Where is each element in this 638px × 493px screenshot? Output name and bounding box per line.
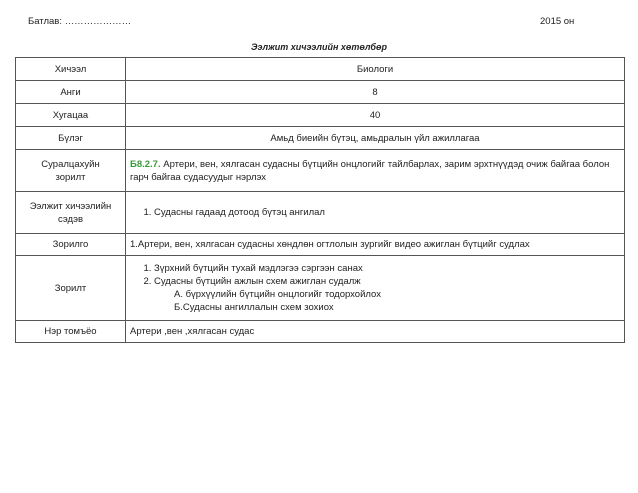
objectives-label: Зорилт [16, 256, 126, 321]
lesson-plan-table [15, 57, 625, 343]
outcome-label-line2: зорилт [55, 171, 86, 183]
topic-value [126, 192, 625, 234]
terms-label: Нэр томъёо [16, 321, 126, 343]
outcome-label-line1: Суралцахуйн [41, 158, 100, 170]
outcome-text: Артери, вен, хялгасан судасны бүтцийн онцлогийг тайлбарлах, зарим эрхтнүүдэд очиж байгаа болон гарч байгаа судасуудыг нэрлэх [130, 158, 610, 183]
terms-value: Артери ,вен ,хялгасан судас [126, 321, 625, 343]
table-row-grade [16, 81, 625, 104]
topic-label-line2: сэдэв [57, 213, 84, 225]
outcome-label [16, 150, 126, 192]
duration-value: 40 [126, 104, 625, 127]
document-title: Ээлжит хичээлийн хөтөлбөр [251, 42, 387, 52]
approval-line: Батлав: ………………… [28, 16, 132, 27]
topic-label [16, 192, 126, 234]
outcome-value [126, 150, 625, 192]
grade-value: 8 [126, 81, 625, 104]
table-row-duration [16, 104, 625, 127]
objective-item-1: 1. Зүрхний бүтцийн тухай мэдлэгээ сэргээн санах [154, 262, 620, 275]
objective-sub-b: Б.Судасны ангиллалын схем зохиох [174, 302, 334, 313]
topic-item: 1. Судасны гадаад дотоод бүтэц ангилал [154, 206, 620, 219]
objective-sub-a: А. бүрхүүлийн бүтцийн онцлогийг тодорхойлох [174, 289, 381, 300]
table-row-terms [16, 321, 625, 343]
objectives-list [130, 262, 620, 288]
table-row-topic [16, 192, 625, 234]
year-label: 2015 он [540, 16, 575, 27]
goal-value: 1.Артери, вен, хялгасан судасны хөндлөн огтлолын зургийг видео ажиглан бүтцийг судлах [126, 234, 625, 256]
objective-item-2: 2. Судасны бүтцийн ажлын схем ажиглан судалж [154, 275, 620, 288]
table-row-section [16, 127, 625, 150]
table-row-goal [16, 234, 625, 256]
outcome-code: Б8.2.7. [130, 158, 161, 170]
table-row-objectives [16, 256, 625, 321]
objectives-value [126, 256, 625, 321]
topic-label-line1: Ээлжит хичээлийн [29, 200, 112, 212]
subject-value: Биологи [126, 58, 625, 81]
duration-label: Хугацаа [16, 104, 126, 127]
grade-label: Анги [16, 81, 126, 104]
table-row-outcome [16, 150, 625, 192]
table-row-subject [16, 58, 625, 81]
section-label: Бүлэг [16, 127, 126, 150]
goal-label: Зорилго [16, 234, 126, 256]
section-value: Амьд биеийн бүтэц, амьдралын үйл ажиллагаа [126, 127, 625, 150]
subject-label: Хичээл [16, 58, 126, 81]
topic-list [130, 206, 620, 219]
